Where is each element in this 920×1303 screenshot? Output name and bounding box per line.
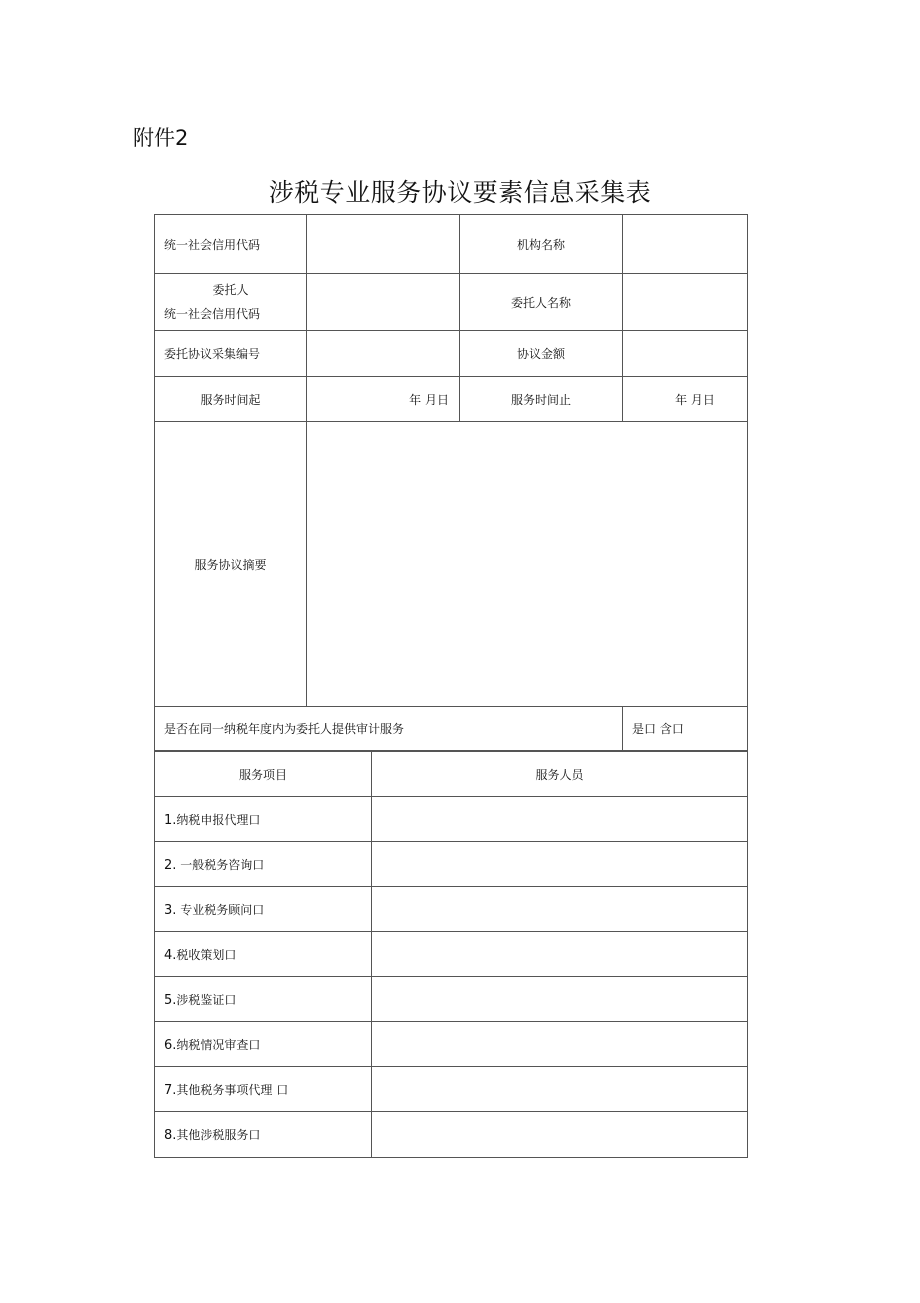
client-label-line2: 统一社会信用代码: [164, 307, 261, 321]
service-end-label: 服务时间止: [460, 377, 623, 422]
table-row: [155, 887, 748, 932]
table-row: [155, 1067, 748, 1112]
item-text: 纳税情况审查口: [176, 1037, 261, 1052]
services-table: [154, 751, 748, 1158]
attachment-label: 附件2: [133, 126, 189, 150]
service-item-8[interactable]: [155, 1112, 372, 1158]
item-number: 5.: [164, 992, 177, 1008]
credit-code-label: 统一社会信用代码: [155, 215, 307, 274]
item-text: 专业税务顾问口: [176, 902, 265, 917]
service-item-4[interactable]: [155, 932, 372, 977]
agreement-no-label: 委托协议采集编号: [155, 331, 307, 377]
service-staff-field[interactable]: [372, 932, 748, 977]
service-item-header: 服务项目: [155, 752, 372, 797]
org-name-field[interactable]: [623, 215, 748, 274]
service-staff-header: 服务人员: [372, 752, 748, 797]
summary-field[interactable]: [307, 422, 748, 707]
client-credit-code-field[interactable]: [307, 274, 460, 331]
item-number: 7.: [164, 1082, 177, 1098]
item-number: 8.: [164, 1128, 177, 1143]
table-row: [155, 797, 748, 842]
item-text: 涉税鉴证口: [176, 992, 237, 1007]
service-staff-field[interactable]: [372, 1067, 748, 1112]
service-staff-field[interactable]: [372, 842, 748, 887]
item-text: 其他税务事项代理 口: [176, 1082, 289, 1097]
service-staff-field[interactable]: [372, 977, 748, 1022]
service-staff-field[interactable]: [372, 797, 748, 842]
item-text: 一般税务咨询口: [176, 857, 265, 872]
credit-code-field[interactable]: [307, 215, 460, 274]
table-row: [155, 1112, 748, 1158]
client-name-field[interactable]: [623, 274, 748, 331]
org-name-label: 机构名称: [460, 215, 623, 274]
service-end-field[interactable]: 年 月日: [623, 377, 748, 422]
client-credit-code-label: [155, 274, 307, 331]
service-start-field[interactable]: 年 月日: [307, 377, 460, 422]
table-row: [155, 977, 748, 1022]
service-item-3[interactable]: [155, 887, 372, 932]
audit-question: 是否在同一纳税年度内为委托人提供审计服务: [155, 707, 623, 751]
item-number: 4.: [164, 947, 177, 963]
audit-answer-checkboxes[interactable]: 是口 含口: [623, 707, 748, 751]
service-staff-field[interactable]: [372, 887, 748, 932]
client-name-label: 委托人名称: [460, 274, 623, 331]
service-start-label: 服务时间起: [155, 377, 307, 422]
service-item-7[interactable]: [155, 1067, 372, 1112]
item-text: 其他涉税服务口: [176, 1128, 261, 1142]
agreement-amount-field[interactable]: [623, 331, 748, 377]
agreement-info-table: [154, 214, 748, 751]
item-text: 税收策划口: [176, 947, 237, 962]
table-row: [155, 1022, 748, 1067]
item-text: 纳税申报代理口: [176, 812, 261, 827]
table-row: [155, 842, 748, 887]
agreement-amount-label: 协议金额: [460, 331, 623, 377]
item-number: 6.: [164, 1037, 177, 1053]
service-staff-field[interactable]: [372, 1112, 748, 1158]
service-item-1[interactable]: [155, 797, 372, 842]
item-number: 2.: [164, 857, 177, 873]
service-item-6[interactable]: [155, 1022, 372, 1067]
service-staff-field[interactable]: [372, 1022, 748, 1067]
form-title: 涉税专业服务协议要素信息采集表: [268, 178, 652, 207]
item-number: 3.: [164, 902, 177, 918]
item-number: 1.: [164, 812, 177, 828]
client-label-line1: 委托人: [212, 283, 249, 297]
service-item-5[interactable]: [155, 977, 372, 1022]
table-row: [155, 932, 748, 977]
service-item-2[interactable]: [155, 842, 372, 887]
summary-label: 服务协议摘要: [155, 422, 307, 707]
agreement-no-field[interactable]: [307, 331, 460, 377]
